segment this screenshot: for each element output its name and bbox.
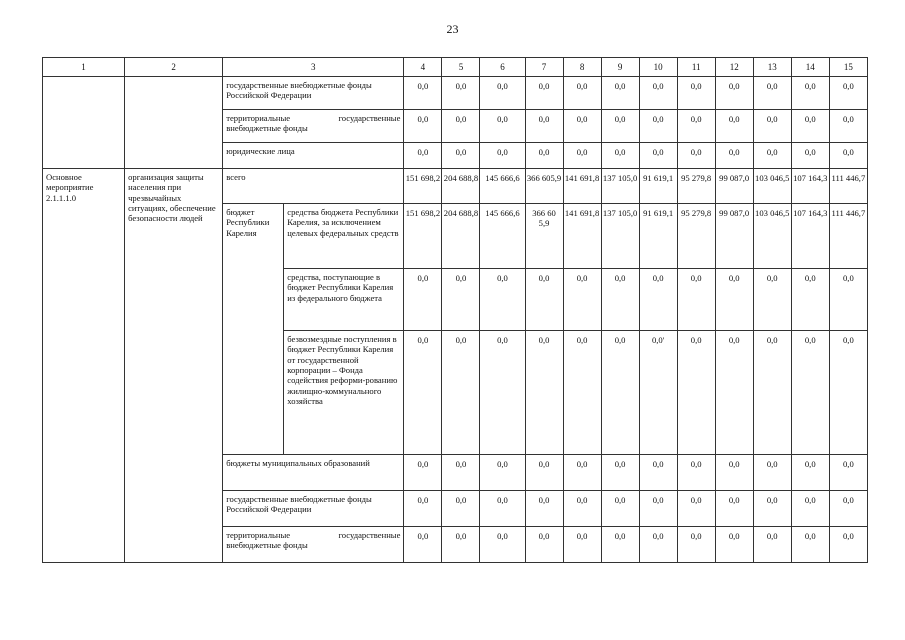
value-cell: 0,0 xyxy=(601,143,639,169)
value-cell: 0,0 xyxy=(639,143,677,169)
value-cell: 0,0 xyxy=(829,455,867,491)
source-label: юридические лица xyxy=(223,143,404,169)
value-cell: 0,0 xyxy=(525,77,563,110)
measure-name: Основное мероприятие 2.1.1.1.0 xyxy=(43,169,125,563)
value-cell: 0,0 xyxy=(442,110,480,143)
value-cell: 0,0 xyxy=(829,269,867,331)
value-cell: 366 60 5,9 xyxy=(525,204,563,269)
value-cell: 0,0 xyxy=(442,77,480,110)
value-cell: 0,0 xyxy=(791,77,829,110)
value-cell: 107 164,3 xyxy=(791,204,829,269)
value-cell: 107 164,3 xyxy=(791,169,829,204)
value-cell: 0,0 xyxy=(677,527,715,563)
column-number-cell: 14 xyxy=(791,58,829,77)
value-cell: 0,0 xyxy=(639,269,677,331)
value-cell: 0,0 xyxy=(639,527,677,563)
budget-rk-label: бюджет Республики Карелия xyxy=(223,204,284,455)
value-cell: 141 691,8 xyxy=(563,169,601,204)
value-cell: 0,0 xyxy=(677,110,715,143)
value-cell: 0,0 xyxy=(677,269,715,331)
value-cell: 0,0 xyxy=(480,331,525,455)
value-cell: 0,0 xyxy=(753,527,791,563)
value-cell: 0,0 xyxy=(639,77,677,110)
column-number-cell: 3 xyxy=(223,58,404,77)
value-cell: 0,0 xyxy=(442,269,480,331)
value-cell: 145 666,6 xyxy=(480,169,525,204)
value-cell: 0,0 xyxy=(791,455,829,491)
value-cell: 0,0 xyxy=(480,143,525,169)
value-cell: 0,0 xyxy=(442,143,480,169)
value-cell: 91 619,1 xyxy=(639,204,677,269)
source-label: территориальные государственные внебюджетные фонды xyxy=(223,110,404,143)
column-number-cell: 8 xyxy=(563,58,601,77)
value-cell: 0,0 xyxy=(601,491,639,527)
value-cell: 0,0 xyxy=(601,331,639,455)
value-cell: 0,0 xyxy=(404,455,442,491)
value-cell: 0,0 xyxy=(601,527,639,563)
value-cell: 0,0 xyxy=(715,269,753,331)
column-number-cell: 12 xyxy=(715,58,753,77)
value-cell: 137 105,0 xyxy=(601,204,639,269)
value-cell: 99 087,0 xyxy=(715,169,753,204)
value-cell: 0,0 xyxy=(677,77,715,110)
value-cell: 0,0 xyxy=(639,491,677,527)
value-cell: 0,0 xyxy=(753,491,791,527)
value-cell: 0,0 xyxy=(791,143,829,169)
source-label: бюджеты муниципальных образований xyxy=(223,455,404,491)
value-cell: 0,0 xyxy=(442,455,480,491)
value-cell: 0,0 xyxy=(525,110,563,143)
table-row xyxy=(43,169,868,204)
value-cell: 0,0 xyxy=(715,455,753,491)
value-cell: 0,0 xyxy=(791,110,829,143)
value-cell: 137 105,0 xyxy=(601,169,639,204)
source-label: средства бюджета Республики Карелия, за исключением целевых федеральных средств xyxy=(284,204,404,269)
value-cell: 0,0 xyxy=(442,491,480,527)
value-cell: 0,0 xyxy=(753,455,791,491)
value-cell: 0,0 xyxy=(404,331,442,455)
value-cell: 0,0 xyxy=(829,491,867,527)
value-cell: 0,0 xyxy=(563,527,601,563)
value-cell: 0,0 xyxy=(829,143,867,169)
value-cell: 0,0 xyxy=(677,143,715,169)
value-cell: 0,0 xyxy=(480,455,525,491)
value-cell: 0,0 xyxy=(525,455,563,491)
source-label: территориальные государственные внебюджетные фонды xyxy=(223,527,404,563)
value-cell: 0,0 xyxy=(525,527,563,563)
column-number-cell: 7 xyxy=(525,58,563,77)
value-cell: 0,0 xyxy=(480,269,525,331)
table-row xyxy=(43,77,868,110)
value-cell: 0,0 xyxy=(563,269,601,331)
column-number-cell: 13 xyxy=(753,58,791,77)
value-cell: 0,0 xyxy=(677,491,715,527)
value-cell: 0,0 xyxy=(442,331,480,455)
value-cell: 0,0 xyxy=(753,110,791,143)
value-cell: 0,0 xyxy=(563,331,601,455)
value-cell: 0,0 xyxy=(404,527,442,563)
value-cell: 0,0 xyxy=(753,77,791,110)
value-cell: 145 666,6 xyxy=(480,204,525,269)
value-cell: 0,0 xyxy=(791,491,829,527)
value-cell: 0,0 xyxy=(525,269,563,331)
value-cell: 99 087,0 xyxy=(715,204,753,269)
page-number: 23 xyxy=(446,22,459,36)
value-cell: 0,0 xyxy=(639,455,677,491)
value-cell: 0,0 xyxy=(601,269,639,331)
value-cell: 141 691,8 xyxy=(563,204,601,269)
value-cell: 0,0 xyxy=(715,331,753,455)
value-cell: 0,0 xyxy=(601,110,639,143)
value-cell: 0,0 xyxy=(563,110,601,143)
value-cell: 0,0 xyxy=(829,77,867,110)
value-cell: 0,0' xyxy=(639,331,677,455)
value-cell: 0,0 xyxy=(829,527,867,563)
source-label: средства, поступающие в бюджет Республики Карелия из федерального бюджета xyxy=(284,269,404,331)
value-cell: 0,0 xyxy=(791,527,829,563)
value-cell: 0,0 xyxy=(753,269,791,331)
value-cell: 0,0 xyxy=(791,331,829,455)
value-cell: 103 046,5 xyxy=(753,169,791,204)
column-number-cell: 6 xyxy=(480,58,525,77)
value-cell: 111 446,7 xyxy=(829,204,867,269)
column-number-cell: 2 xyxy=(125,58,223,77)
value-cell: 0,0 xyxy=(829,331,867,455)
value-cell: 0,0 xyxy=(404,77,442,110)
value-cell: 151 698,2 xyxy=(404,169,442,204)
value-cell: 0,0 xyxy=(563,491,601,527)
value-cell: 0,0 xyxy=(442,527,480,563)
value-cell: 0,0 xyxy=(480,527,525,563)
column-number-cell: 10 xyxy=(639,58,677,77)
value-cell: 0,0 xyxy=(404,110,442,143)
value-cell: 95 279,8 xyxy=(677,169,715,204)
value-cell: 0,0 xyxy=(639,110,677,143)
value-cell: 0,0 xyxy=(404,143,442,169)
column-number-cell: 15 xyxy=(829,58,867,77)
value-cell: 0,0 xyxy=(829,110,867,143)
source-label: государственные внебюджетные фонды Российской Федерации xyxy=(223,491,404,527)
value-cell: 366 605,9 xyxy=(525,169,563,204)
value-cell: 0,0 xyxy=(715,110,753,143)
empty-cell xyxy=(125,77,223,169)
value-cell: 204 688,8 xyxy=(442,204,480,269)
value-cell: 0,0 xyxy=(525,143,563,169)
column-number-cell: 11 xyxy=(677,58,715,77)
value-cell: 103 046,5 xyxy=(753,204,791,269)
value-cell: 151 698,2 xyxy=(404,204,442,269)
value-cell: 111 446,7 xyxy=(829,169,867,204)
value-cell: 0,0 xyxy=(677,455,715,491)
column-number-cell: 5 xyxy=(442,58,480,77)
column-number-cell: 4 xyxy=(404,58,442,77)
column-number-cell: 9 xyxy=(601,58,639,77)
value-cell: 0,0 xyxy=(753,331,791,455)
value-cell: 0,0 xyxy=(715,77,753,110)
value-cell: 0,0 xyxy=(601,77,639,110)
value-cell: 204 688,8 xyxy=(442,169,480,204)
empty-cell xyxy=(43,77,125,169)
value-cell: 0,0 xyxy=(715,527,753,563)
value-cell: 0,0 xyxy=(404,491,442,527)
source-label: государственные внебюджетные фонды Российской Федерации xyxy=(223,77,404,110)
value-cell: 91 619,1 xyxy=(639,169,677,204)
source-label: безвозмездные поступления в бюджет Республики Карелия от государственной корпорации – Фонда содействия реформи-рованию жилищно-коммунального хозяйства xyxy=(284,331,404,455)
value-cell: 0,0 xyxy=(480,110,525,143)
value-cell: 0,0 xyxy=(715,143,753,169)
value-cell: 95 279,8 xyxy=(677,204,715,269)
value-cell: 0,0 xyxy=(563,455,601,491)
value-cell: 0,0 xyxy=(753,143,791,169)
budget-table xyxy=(42,57,868,563)
value-cell: 0,0 xyxy=(525,331,563,455)
value-cell: 0,0 xyxy=(601,455,639,491)
source-label: всего xyxy=(223,169,404,204)
column-number-cell: 1 xyxy=(43,58,125,77)
value-cell: 0,0 xyxy=(791,269,829,331)
value-cell: 0,0 xyxy=(480,77,525,110)
column-number-row xyxy=(43,58,868,77)
value-cell: 0,0 xyxy=(525,491,563,527)
measure-description: организация защиты населения при чрезвычайных ситуациях, обеспечение безопасности людей xyxy=(125,169,223,563)
value-cell: 0,0 xyxy=(404,269,442,331)
value-cell: 0,0 xyxy=(563,77,601,110)
value-cell: 0,0 xyxy=(480,491,525,527)
value-cell: 0,0 xyxy=(677,331,715,455)
value-cell: 0,0 xyxy=(563,143,601,169)
value-cell: 0,0 xyxy=(715,491,753,527)
